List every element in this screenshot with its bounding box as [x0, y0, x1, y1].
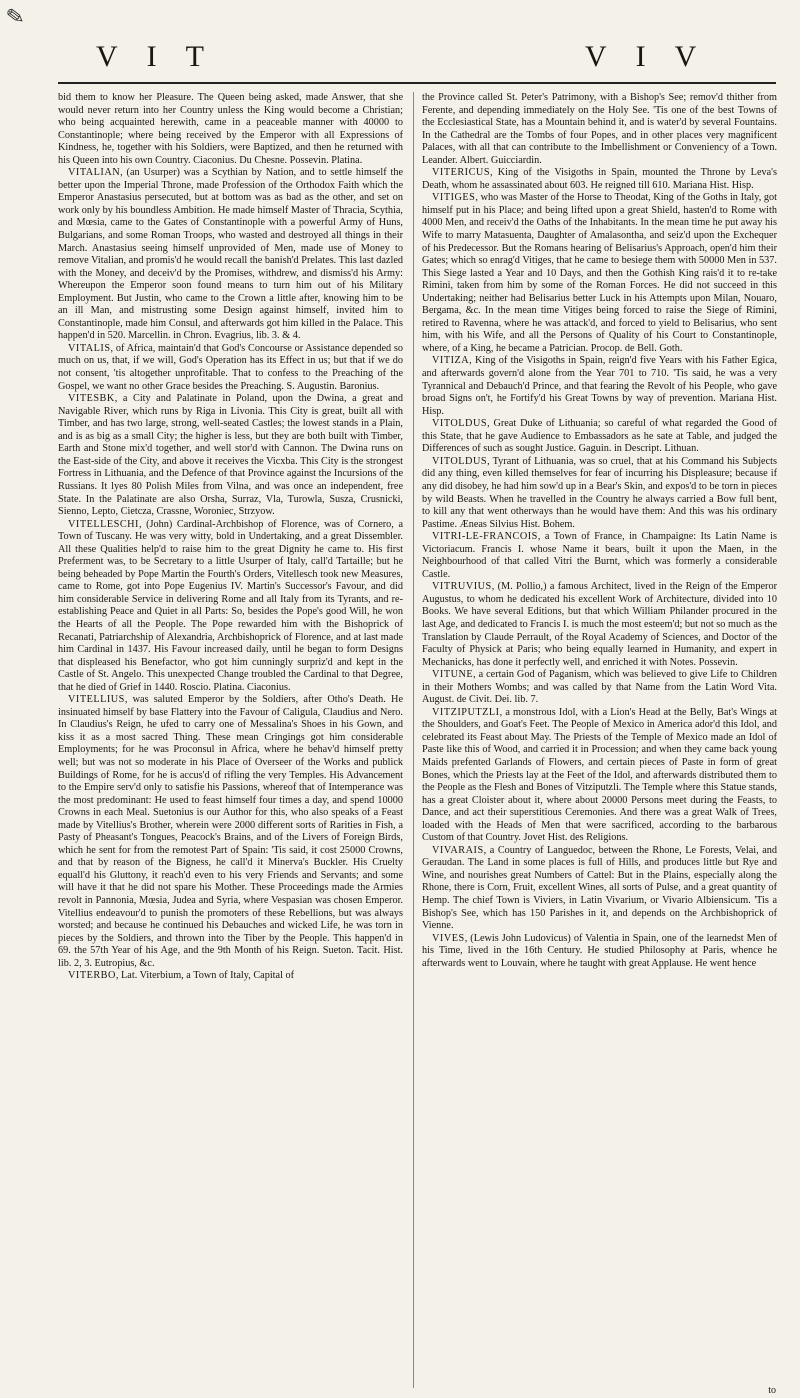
entry-headword: VITRUVIUS — [432, 581, 492, 593]
entry-text: Great Duke of Lithuania; so careful of what regarded the Good of this State, that he gave Audience to Embassadors as he sate at Table, and judged the Differences of such as sought Justice. Gaguin. in Descript. Lithuan. — [422, 418, 777, 455]
entry-text: a Country of Languedoc, between the Rhone, Le Forests, Velai, and Geraudan. The Land in some places is full of Hills, and produces little but Rye and Wine, and nourishes great Numbers of Cattel: But in the Plains, especially along the Rhone, there is Corn, Fruit, excellent Wines, all sorts of Pulse, and a great quantity of Hemp. The chief Town is Viviers, in Latin Vivarium, or Vivario Albiensicum. 'Tis a Bishop's See, which has 150 Parishes in it, and depends on the Archbishoprick of Vienne. — [422, 844, 777, 932]
left-column — [58, 92, 403, 1388]
dictionary-entry: VITOLDUS, Tyrant of Lithuania, was so cruel, that at his Command his Subjects did any thing, even killed themselves for fear of incurring his Displeasure; because if any did disobey, he had him sow'd up in a Bear's Skin, and expos'd to be torn in pieces by wild Beasts. When he travelled in the Country he always carried a Bow full bent, to kill any that went otherways than he would have them: And this was his ordinary Pastime. Æneas Silvius Hist. Bohem. — [422, 455, 777, 530]
entry-text: (an Usurper) was a Scythian by Nation, and to settle himself the better upon the Imperial Throne, made Profession of the Orthodox Faith which the Emperor Anastasius persecuted, but at bottom was as bad as the other, and set on work only by his boundless Ambition. He made himself Master of Thracia, Scythia, and Mœsia, came to the Gates of Constantinople with a powerful Army of Huns, Bulgarians, and some Roman Troops, who wasted and destroyed all things in their March. Anastasius seeing himself unprovided of Men, made use of Money to remove Vitalian, and promis'd he would recall the banish'd Prelates. This last dazled with the Money, and deceiv'd by the Promises, withdrew, and dismiss'd his Army: Whereupon the Emperor soon found means to turn him out of his Military Employment. But Justin, who came to the Crown a little after, knowing him to be an ill Man, and mistrusting some Design against himself, invited him to Constantinople, made him Consul, and afterwards got him killed in the Palace. This happen'd in 520. Marcellin. in Chron. Evagrius, lib. 3. & 4. — [58, 167, 403, 342]
entry-headword: VITESBK — [68, 393, 115, 405]
entry-text: a City and Palatinate in Poland, upon the Dwina, a great and Navigable River, which runs by Riga in Livonia. This City is great, built all with Timber, and has two large, strong, well-seated Castles; the lowest stands in a Plain, and is as big as a small City; the higher is less, but they are both built with Timber, Earth and Stone mix'd together, and well stor'd with Cannon. The Dwina runs on the East-side of the City, and above it receives the Vicxba. This City is the strongest Fortress in Lithuania, and the Defence of that Province against the Incursions of the Russians. It lyes 80 Polish Miles from Vilna, and was once an independent, free State. In the Palatinate are also Orsha, Surraz, Vla, Turowla, Susza, Crusnicki, Sienno, Lepto, Cietcza, Crassne, Woroniec, Strzyow. — [58, 393, 403, 518]
dictionary-entry: VITIZA, King of the Visigoths in Spain, reign'd five Years with his Father Egica, and afterwards govern'd alone from the Year 701 to 710. 'Tis said, he was a very Tyrannical and Debauch'd Prince, and that fearing the Revolt of his People, who gave broad Signs on't, he Fortify'd his Great Towns by way of prevention. Mariana Hist. Hisp. — [422, 355, 777, 417]
dictionary-entry — [422, 92, 777, 167]
pencil-mark-icon: ✎ — [4, 2, 27, 31]
entry-text: a monstrous Idol, with a Lion's Head at the Belly, Bat's Wings at the Shoulders, and Goat's Feet. The People of Mexico in America ador'd this Idol, and celebrated its Feast about May. The Priests of the Temple of Mexico made an Idol of Paste like this of Wood, and carried it in Procession; and when they came back young Maids prefented Garlands of Flowers, and certain pieces of Paste in form of great Bones, which the Priests lay at the Feet of the Idol, and afterwards distributed them to the People as the Flesh and Bones of Vitziputzli. The Temple where this Statue stands, has a great Cloister about it, where about 20000 Persons meet during the Feasts, to Dance, and act their superstitious Ceremonies. And there was a great Walk of Trees, loaded with the Heads of Men that were sacrificed, according to the barbarous Custom of that Country. Jovet Hist. des Religions. — [422, 706, 777, 844]
entry-text: King of the Visigoths in Spain, mounted the Throne by Leva's Death, whom he assassinated about 603. He reigned till 610. Mariana Hist. Hisp. — [422, 167, 777, 191]
dictionary-entry: VITIGES, who was Master of the Horse to Theodat, King of the Goths in Italy, got himself put in his Place; and being lifted upon a great Shield, hasten'd to Rome with 4000 Men, and receiv'd the Oaths of the Inhabitants. In the mean time he put away his Wife to marry Matasuenta, Daughter of Amalasontha, and seiz'd upon the Exchequer of his Predecessor. But the Romans hearing of Belisarius's Approach, open'd him their Gates; which so enrag'd Vitiges, that he came to besiege them with 50000 Men in 537. This Siege lasted a Year and 10 Days, and then the Gothish King rais'd it to re-take Rimini, taken from him by some of the Roman Forces. He did not succeed in this Undertaking; neither had Belisarius better Luck in his Attempts upon Milan, Nouaro, Bergama, &c. In the mean time Vitiges being forced to raise the Siege of Rimini, retired to Ravenna, where he was attack'd, and forced to yield to Belisarius, who sent him, with his Wife, and all the Persons of Quality of his Court to Constantinople, where, of a King, he became a Patrician. Procop. de Bell. Goth. — [422, 192, 777, 354]
dictionary-entry: VITUNE, a certain God of Paganism, which was believed to give Life to Children in their Mothers Wombs; and was called by that Name from the Latin Word Vita. August. de Civit. Dei. lib. 7. — [422, 669, 777, 706]
dictionary-entry: VITRI-LE-FRANCOIS, a Town of France, in Champaigne: Its Latin Name is Victoriacum. Francis I. whose Name it bears, built it upon the Maen, in the Neighbourhood of that called Vitri the Burnt, which was formerly a considerable Castle. — [422, 531, 777, 580]
running-head-left: V I T — [96, 40, 215, 73]
dictionary-entry: VITESBK, a City and Palatinate in Poland, upon the Dwina, a great and Navigable River, which runs by Riga in Livonia. This City is great, built all with Timber, and has two large, strong, well-seated Castles; the lowest stands in a Plain, and is as big as a small City; the higher is less, but they are both built with Timber, Earth and Stone mix'd together, and well stor'd with Cannon. The Dwina runs on the East-side of the City, and above it receives the Vicxba. This City is the strongest Fortress in Lithuania, and the Defence of that Province against the Incursions of the Russians. It lyes 80 Polish Miles from Vilna, and was once an independent, free State. In the Palatinate are also Orsha, Surraz, Vla, Turowla, Susza, Crusnicki, Sienno, Lepto, Cietcza, Crassne, Woroniec, Strzyow. — [58, 393, 403, 518]
dictionary-entry: VITALIAN, (an Usurper) was a Scythian by Nation, and to settle himself the better upon the Imperial Throne, made Profession of the Orthodox Faith which the Emperor Anastasius persecuted, but at bottom was as bad as the other, and set on work only by his boundless Ambition. He made himself Master of Thracia, Scythia, and Mœsia, came to the Gates of Constantinople with a powerful Army of Huns, Bulgarians, and some Roman Troops, who wasted and destroyed all things in their March. Anastasius seeing himself unprovided of Men, made use of Money to remove Vitalian, and promis'd he would recall the banish'd Prelates. This last dazled with the Money, and deceiv'd by the Promises, withdrew, and dismiss'd his Army: Whereupon the Emperor soon found means to turn him out of his Military Employment. But Justin, who came to the Crown a little after, knowing him to be an ill Man, and mistrusting some Design against himself, invited him to Constantinople, made him Consul, and afterwards got him killed in the Palace. This happen'd in 520. Marcellin. in Chron. Evagrius, lib. 3. & 4. — [58, 167, 403, 342]
entry-headword: VITOLDUS — [432, 455, 488, 467]
entry-text: a Town of France, in Champaigne: Its Latin Name is Victoriacum. Francis I. whose Name it bears, built it upon the Maen, in the Neighbourhood of that called Vitri the Burnt, which was formerly a considerable Castle. — [422, 531, 777, 580]
entry-headword: VITUNE — [432, 669, 474, 681]
entry-headword: VITELLIUS — [68, 694, 125, 706]
entry-headword: VITIGES — [432, 192, 476, 204]
entry-headword: VITELLESCHI — [68, 518, 139, 530]
entry-headword: VITRI-LE-FRANCOIS — [432, 531, 538, 543]
running-head-right: V I V — [585, 40, 708, 73]
dictionary-entry: VITRUVIUS, (M. Pollio,) a famous Architect, lived in the Reign of the Emperor Augustus, to whom he dedicated his excellent Work of Architecture, divided into 10 Books. We have several Editions, but that which William Philander procured in the last Age, and dedicated to Francis I. is much the most esteem'd; but not so much as the Translation by Claude Perrault, of the Royal Academy of Sciences, and Doctor of the Faculty of Physick at Paris; who being equally learned in Humanity, and expert in Mechanicks, has done it perfectly well, and enriched it with Notes. Possevin. — [422, 581, 777, 668]
dictionary-entry: VITOLDUS, Great Duke of Lithuania; so careful of what regarded the Good of this State, that he gave Audience to Embassadors as he sate at Table, and judged the Differences of such as sought Justice. Gaguin. in Descript. Lithuan. — [422, 418, 777, 455]
entry-text: Lat. Viterbium, a Town of Italy, Capital of — [121, 970, 295, 982]
right-column — [422, 92, 777, 1388]
entry-headword: VIVES — [432, 932, 465, 944]
dictionary-entry: VIVES, (Lewis John Ludovicus) of Valentia in Spain, one of the learnedst Men of his Time, lived in the 16th Century. He studied Philosophy at Paris, whence he afterwards went to Louvain, where he taught with great Applause. He went hence — [422, 932, 777, 969]
entry-headword: VITZIPUTZLI — [432, 706, 500, 718]
entry-text: (John) Cardinal-Archbishop of Florence, was of Cornero, a Town of Tuscany. He was very witty, bold in Undertaking, and a great Dissembler. All these Qualities help'd to raise him to the great Dignity he came to. His first Preferment was, to be Secretary to a little Usurper of Italy, call'd Tartaille; but he being beheaded by Pope Martin the Fourth's Orders, Vitellesch took new Measures, came to Rome, got into Pope Eugenius IV. Martin's Successor's Favour, and did him considerable Service in delivering Rome and all Italy from its Tyrants, and re-establishing Peace and Quiet in all Parts: So, besides the Pope's good Will, he won the Hearts of all the People. The Pope rewarded him with the Bishoprick of Recanati, Patriarchship of Alexandria, Archbishoprick of Florence, and at last made him Cardinal in 1437. His Favour increased daily, until he began to form Designs that displeased his Benefactor, who got him cunningly surpriz'd and kept in the Castle of St. Angelo. This unexpected Change troubled the Cardinal to that Degree, that he died of Grief in 1440. Roscio. Platina. Ciaconius. — [58, 518, 403, 693]
entry-text: bid them to know her Pleasure. The Queen being asked, made Answer, that she would never return into her Country unless the King would become a Christian; who being acquainted herewith, came in a peaceable manner with 40000 to Constantinople; where being received by the Emperor with all Expressions of Kindness, he, together with his Soldiers, were Baptized, and then he returned with his Queen into his own Country. Ciaconius. Du Chesne. Possevin. Platina. — [58, 92, 403, 166]
dictionary-entry: VITZIPUTZLI, a monstrous Idol, with a Lion's Head at the Belly, Bat's Wings at the Shoulders, and Goat's Feet. The People of Mexico in America ador'd this Idol, and celebrated its Feast about May. The Priests of the Temple of Mexico made an Idol of Paste like this of Wood, and carried it in Procession; and when they came back young Maids prefented Garlands of Flowers, and certain pieces of Paste in form of great Bones, which the Priests lay at the Feet of the Idol, and afterwards distributed them to the People as the Flesh and Bones of Vitziputzli. The Temple where this Statue stands, has a great Cloister about it, where about 20000 Persons meet during the Feasts, to Dance, and act their superstitious Ceremonies. And there was a great Walk of Trees, loaded with the Heads of Men that were sacrificed, according to the barbarous Custom of that Country. Jovet Hist. des Religions. — [422, 706, 777, 844]
dictionary-entry: VITELLIUS, was saluted Emperor by the Soldiers, after Otho's Death. He insinuated himself by base Flattery into the Favour of Caligula, Claudius and Nero. In Claudius's Reign, he ufed to carry one of Messalina's Shoes in his Gown, and kiss it as a most sacred Thing. These mean Cringings got him considerable Employments; for he was Proconsul in Africa, where he behav'd himself pretty well; but was not so moderate in his Place of Overseer of the Works and publick Buildings of Rome, for he is accus'd of rifling the very Temples. His Advancement to the Empire serv'd only to satisfie his Passions, whereof that of Intemperance was the most predominant: He used to feast himself four times a day, and spend 10000 Crowns in each Meal. Suetonius is our Author for this, who also speaks of a Feast made by Vitellius's Brother, wherein were 2000 different sorts of Rarities in Fish, a Pasty of Pheasant's Tongues, Peacock's Brains, and of the Livers of Foreign Birds, which he sent for from the remotest Part of Spain: 'Tis said, it cost 25000 Crowns, and that by reason of the Bigness, he call'd it Minerva's Buckler. His Cruelty equall'd his Gluttony, it reach'd even to his very Friends and Servants; and some will have it that he did not spare his Mother. These Proceedings made the Armies revolt in Pannonia, Mœsia, Judea and Syria, where Vespasian was chosen Emperor. Vitellius endeavour'd to punish the promoters of these Rebellions, but was always worsted; and because he continued his Debauches and wicked Life, he was torn in pieces by the Soldiers, and thrown into the Tiber by the People. This happen'd in 69. the 57th Year of his Age, and the 9th Month of his Reign. Sueton. Tacit. Hist. lib. 2, 3. Eutropius, &c. — [58, 694, 403, 969]
entry-headword: VITERBO — [68, 970, 116, 982]
entry-text: was saluted Emperor by the Soldiers, after Otho's Death. He insinuated himself by base Flattery into the Favour of Caligula, Claudius and Nero. In Claudius's Reign, he ufed to carry one of Messalina's Shoes in his Gown, and kiss it as a most sacred Thing. These mean Cringings got him considerable Employments; for he was Proconsul in Africa, where he behav'd himself pretty well; but was not so moderate in his Place of Overseer of the Works and publick Buildings of Rome, for he is accus'd of rifling the very Temples. His Advancement to the Empire serv'd only to satisfie his Passions, whereof that of Intemperance was the most predominant: He used to feast himself four times a day, and spend 10000 Crowns in each Meal. Suetonius is our Author for this, who also speaks of a Feast made by Vitellius's Brother, wherein were 2000 different sorts of Rarities in Fish, a Pasty of Pheasant's Tongues, Peacock's Brains, and of the Livers of Foreign Birds, which he sent for from the remotest Part of Spain: 'Tis said, it cost 25000 Crowns, and that by reason of the Bigness, he call'd it Minerva's Buckler. His Cruelty equall'd his Gluttony, it reach'd even to his very Friends and Servants; and some will have it that he did not spare his Mother. These Proceedings made the Armies revolt in Pannonia, Mœsia, Judea and Syria, where Vespasian was chosen Emperor. Vitellius endeavour'd to punish the promoters of these Rebellions, but was always worsted; and because he continued his Debauches and wicked Life, he was torn in pieces by the Soldiers, and thrown into the Tiber by the People. This happen'd in 69. the 57th Year of his Age, and the 9th Month of his Reign. Sueton. Tacit. Hist. lib. 2, 3. Eutropius, &c. — [58, 694, 403, 969]
entry-text: King of the Visigoths in Spain, reign'd five Years with his Father Egica, and afterwards govern'd alone from the Year 701 to 710. 'Tis said, he was a very Tyrannical and Debauch'd Prince, and that fearing the Revolt of his People, who gave broad Signs on't, he Fortify'd his Great Towns by way of prevention. Mariana Hist. Hisp. — [422, 355, 777, 417]
entry-headword: VIVARAIS — [432, 844, 484, 856]
entry-text: the Province called St. Peter's Patrimony, with a Bishop's See; remov'd thither from Ferente, and depending immediately on the Holy See. 'Tis one of the best Towns of the Ecclesiastical State, has a Mountain behind it, and is water'd by several Fountains. In the Cathedral are the Tombs of four Popes, and in other places very magnificent Palaces, with all that can contribute to the Imbellishment or Conveniency of a Town. Leander. Albert. Guicciardin. — [422, 92, 777, 166]
entry-text: (Lewis John Ludovicus) of Valentia in Spain, one of the learnedst Men of his Time, lived in the 16th Century. He studied Philosophy at Paris, whence he afterwards went to Louvain, where he taught with great Applause. He went hence — [422, 932, 777, 969]
dictionary-entry: VITALIS, of Africa, maintain'd that God's Concourse or Assistance depended so much on us, that, if we will, God's Operation has its Effect in us; but that if we do not consent, 'tis altogether unprofitable. That to confess to the Preaching of the Gospel, we want no other Grace besides the Preaching. S. Augustin. Baronius. — [58, 342, 403, 392]
header-rule — [58, 82, 776, 84]
entry-headword: VITIZA — [432, 355, 470, 367]
entry-text: who was Master of the Horse to Theodat, King of the Goths in Italy, got himself put in his Place; and being lifted upon a great Shield, hasten'd to Rome with 4000 Men, and receiv'd the Oaths of the Inhabitants. In the mean time he put away his Wife to marry Matasuenta, Daughter of Amalasontha, and seiz'd upon the Exchequer of his Predecessor. But the Romans hearing of Belisarius's Approach, open'd him their Gates; which so enrag'd Vitiges, that he came to besiege them with 50000 Men in 537. This Siege lasted a Year and 10 Days, and then the Gothish King rais'd it to re-take Rimini, taken from him by some of the Roman Forces. He did not succeed in this Undertaking; neither had Belisarius better Luck in his Attempts upon Milan, Nouaro, Bergama, &c. In the mean time Vitiges being forced to raise the Siege of Rimini, retired to Ravenna, where he was attack'd, and forced to yield to Belisarius, who sent him, with his Wife, and all the Persons of Quality of his Court to Constantinople, where, of a King, he became a Patrician. Procop. de Bell. Goth. — [422, 192, 777, 354]
entry-text: of Africa, maintain'd that God's Concourse or Assistance depended so much on us, that, if we will, God's Operation has its Effect in us; but that if we do not consent, 'tis altogether unprofitable. That to confess to the Preaching of the Gospel, we want no other Grace besides the Preaching. S. Augustin. Baronius. — [58, 342, 403, 392]
entry-headword: VITALIAN — [68, 167, 121, 179]
entry-text: a certain God of Paganism, which was believed to give Life to Children in their Mothers Wombs; and was called by that Name from the Latin Word Vita. August. de Civit. Dei. lib. 7. — [422, 669, 777, 706]
dictionary-entry: VITELLESCHI, (John) Cardinal-Archbishop of Florence, was of Cornero, a Town of Tuscany. He was very witty, bold in Undertaking, and a great Dissembler. All these Qualities help'd to raise him to the great Dignity he came to. His first Preferment was, to be Secretary to a little Usurper of Italy, call'd Tartaille; but he being beheaded by Pope Martin the Fourth's Orders, Vitellesch took new Measures, came to Rome, got into Pope Eugenius IV. Martin's Successor's Favour, and did him considerable Service in delivering Rome and all Italy from its Tyrants, and re-establishing Peace and Quiet in all Parts: So, besides the Pope's good Will, he won the Hearts of all the People. The Pope rewarded him with the Bishoprick of Recanati, Patriarchship of Alexandria, Archbishoprick of Florence, and at last made him Cardinal in 1437. His Favour increased daily, until he began to form Designs that displeased his Benefactor, who got him cunningly surpriz'd and kept in the Castle of St. Angelo. This unexpected Change troubled the Cardinal to that Degree, that he died of Grief in 1440. Roscio. Platina. Ciaconius. — [58, 518, 403, 693]
entry-headword: VITERICUS — [432, 167, 491, 179]
catchword: to — [768, 1385, 776, 1396]
entry-headword: VITALIS — [68, 342, 111, 354]
column-divider — [413, 92, 414, 1388]
dictionary-entry — [58, 92, 403, 167]
dictionary-entry: VIVARAIS, a Country of Languedoc, between the Rhone, Le Forests, Velai, and Geraudan. The Land in some places is full of Hills, and produces little but Rye and Wine, and nourishes great Numbers of Cattel: But in the Plains, especially along the Rhone, there is Corn, Fruit, excellent Wines, all sorts of Pulse, and a great quantity of Hemp. The chief Town is Viviers, in Latin Vivarium, or Vivario Albiensicum. 'Tis a Bishop's See, which has 150 Parishes in it, and depends on the Archbishoprick of Vienne. — [422, 844, 777, 932]
entry-headword: VITOLDUS — [432, 418, 488, 430]
entry-text: Tyrant of Lithuania, was so cruel, that at his Command his Subjects did any thing, even killed themselves for fear of incurring his Displeasure; because if any did disobey, he had him sow'd up in a Bear's Skin, and expos'd to be torn in pieces by wild Beasts. When he travelled in the Country he always carried a Bow full bent, to kill any that went otherways than he would have them: And this was his ordinary Pastime. Æneas Silvius Hist. Bohem. — [422, 455, 777, 530]
dictionary-entry: VITERBO, Lat. Viterbium, a Town of Italy, Capital of — [68, 970, 295, 982]
dictionary-entry: VITERICUS, King of the Visigoths in Spain, mounted the Throne by Leva's Death, whom he assassinated about 603. He reigned till 610. Mariana Hist. Hisp. — [422, 167, 777, 191]
running-head — [0, 40, 800, 80]
entry-text: (M. Pollio,) a famous Architect, lived in the Reign of the Emperor Augustus, to whom he dedicated his excellent Work of Architecture, divided into 10 Books. We have several Editions, but that which William Philander procured in the last Age, and dedicated to Francis I. is much the most esteem'd; but not so much as the Translation by Claude Perrault, of the Royal Academy of Sciences, and Doctor of the Faculty of Physick at Paris; who being equally learned in Humanity, and expert in Mechanicks, has done it perfectly well, and enriched it with Notes. Possevin. — [422, 581, 777, 668]
